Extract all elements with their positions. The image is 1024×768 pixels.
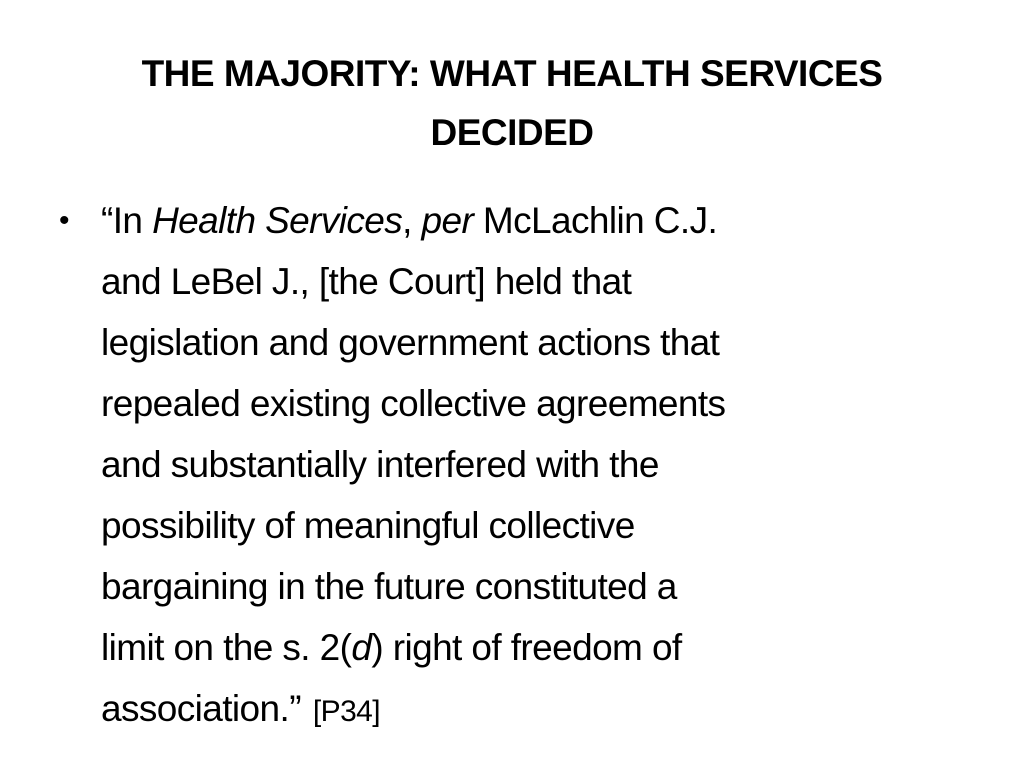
text-run: ) right of freedom of	[371, 627, 682, 668]
text-run: and LeBel J., [the Court] held that	[101, 261, 632, 302]
text-run: bargaining in the future constituted a	[101, 566, 677, 607]
bullet-list	[55, 190, 955, 742]
text-run: legislation and government actions that	[101, 322, 720, 363]
text-run: “In	[101, 200, 153, 241]
text-run: ,	[402, 200, 422, 241]
quote-line	[101, 617, 955, 678]
slide-title-line-2: DECIDED	[430, 112, 594, 153]
text-run: McLachlin C.J.	[473, 200, 718, 241]
quote-line	[101, 251, 955, 312]
italic-text-run: Health Services	[152, 200, 403, 241]
text-run: and substantially interfered with the	[101, 444, 659, 485]
italic-text-run: per	[421, 200, 474, 241]
text-run: limit on the s. 2(	[101, 627, 352, 668]
paragraph-citation: [P34]	[312, 695, 380, 728]
quote-line	[101, 556, 955, 617]
quote-line	[101, 495, 955, 556]
quote-line	[101, 312, 955, 373]
quote-text	[101, 190, 955, 742]
text-run: repealed existing collective agreements	[101, 383, 726, 424]
quote-line	[101, 190, 955, 251]
text-run: possibility of meaningful collective	[101, 505, 635, 546]
text-run: association.”	[101, 688, 301, 729]
slide-title	[70, 44, 954, 162]
quote-line	[101, 678, 955, 742]
quote-line	[101, 373, 955, 434]
bullet-marker: •	[59, 204, 69, 237]
bullet-item	[55, 190, 955, 742]
quote-line	[101, 434, 955, 495]
slide-title-line-1: THE MAJORITY: WHAT HEALTH SERVICES	[141, 53, 883, 94]
italic-text-run: d	[351, 627, 372, 668]
